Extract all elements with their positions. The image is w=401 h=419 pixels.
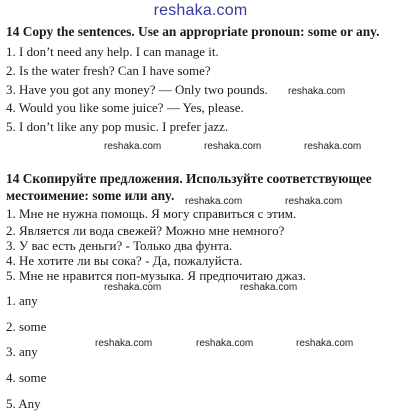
answer-2: 2. some <box>6 319 47 334</box>
watermark: reshaka.com <box>104 141 162 152</box>
watermark: reshaka.com <box>104 282 162 293</box>
watermark: reshaka.com <box>288 86 346 97</box>
watermark: reshaka.com <box>95 338 153 349</box>
ru-sentence-4: 4. Не хотите ли вы сока? - Да, пожалуйста. <box>6 253 243 268</box>
ru-sentence-3: 3. У вас есть деньги? - Только два фунта. <box>6 238 233 253</box>
watermark: reshaka.com <box>196 338 254 349</box>
watermark: reshaka.com <box>204 141 262 152</box>
exercise-heading-ru-line2: местоимение: some или any. <box>6 188 175 203</box>
en-sentence-4: 4. Would you like some juice? — Yes, please. <box>6 100 244 115</box>
answer-1: 1. any <box>6 293 38 308</box>
en-sentence-3: 3. Have you got any money? — Only two pounds. <box>6 82 268 97</box>
watermark: reshaka.com <box>185 196 243 207</box>
en-sentence-1: 1. I don’t need any help. I can manage it. <box>6 44 219 59</box>
ru-sentence-1: 1. Мне не нужна помощь. Я могу справиться с этим. <box>6 206 297 221</box>
en-sentence-2: 2. Is the water fresh? Can I have some? <box>6 63 211 78</box>
answer-5: 5. Any <box>6 396 41 411</box>
watermark: reshaka.com <box>296 338 354 349</box>
exercise-heading-ru-line1: 14 Скопируйте предложения. Используйте соответствующее <box>6 171 372 186</box>
en-sentence-5: 5. I don’t like any pop music. I prefer jazz. <box>6 119 229 134</box>
exercise-heading-en: 14 Copy the sentences. Use an appropriate pronoun: some or any. <box>6 24 380 39</box>
watermark: reshaka.com <box>285 196 343 207</box>
ru-sentence-2: 2. Является ли вода свежей? Можно мне немного? <box>6 223 285 238</box>
watermark: reshaka.com <box>240 282 298 293</box>
answer-3: 3. any <box>6 344 38 359</box>
watermark: reshaka.com <box>304 141 362 152</box>
answer-4: 4. some <box>6 370 47 385</box>
site-logo[interactable]: reshaka.com <box>153 2 248 19</box>
ru-sentence-5: 5. Мне не нравится поп-музыка. Я предпочитаю джаз. <box>6 268 306 283</box>
